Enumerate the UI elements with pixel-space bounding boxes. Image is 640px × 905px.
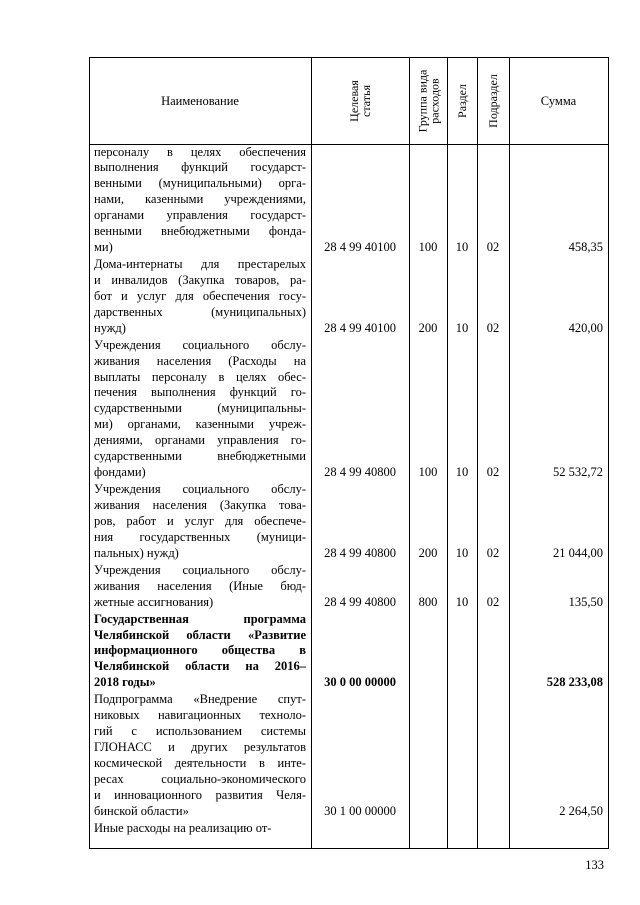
row-name-line: пальных) нужд) <box>94 545 179 560</box>
row-name-line: венными (муниципальными) орга- <box>94 176 306 191</box>
row-name-line: 2018 годы» <box>94 675 156 690</box>
row-name-line: дениями, органами управления го- <box>94 433 306 448</box>
row-name-line: органами управления государст- <box>94 208 306 223</box>
row-code: 28 4 99 40800 <box>324 464 396 479</box>
row-name-line: фондами) <box>94 464 146 479</box>
row-name <box>94 145 306 256</box>
row-name-line: печения выполнения функций го- <box>94 385 306 400</box>
row-name-line: гий с использованием системы <box>94 724 306 739</box>
row-name <box>94 338 306 481</box>
column-divider <box>311 58 312 848</box>
header-code-line: Целевая <box>346 80 361 122</box>
row-name-line: живания населения (Закупка това- <box>94 497 306 512</box>
row-name-line: живания населения (Иные бюд- <box>94 578 306 593</box>
row-subsection: 02 <box>486 594 500 609</box>
table-border-right <box>608 58 609 848</box>
row-subsection: 02 <box>486 320 500 335</box>
row-code: 28 4 99 40800 <box>324 594 396 609</box>
row-name-line: дарственных (муниципальных) <box>94 304 306 319</box>
row-subsection: 02 <box>486 464 500 479</box>
row-name-line: никовых навигационных техноло- <box>94 708 306 723</box>
row-name-line: Челябинской области на 2016– <box>94 659 306 674</box>
row-name-line: выполнения функций государст- <box>94 160 306 175</box>
row-section: 10 <box>455 239 469 254</box>
header-subsection: Подраздел <box>486 74 501 128</box>
row-name <box>94 612 306 692</box>
row-group: 100 <box>418 239 438 254</box>
row-name <box>94 563 306 611</box>
row-sum: 420,00 <box>568 320 603 335</box>
row-sum: 2 264,50 <box>559 803 603 818</box>
row-sum: 135,50 <box>568 594 603 609</box>
row-name <box>94 257 306 337</box>
row-name-line: космической деятельности в инте- <box>94 755 306 770</box>
row-name <box>94 692 306 819</box>
row-sum: 21 044,00 <box>553 545 603 560</box>
row-name-line: венными внебюджетными фонда- <box>94 224 306 239</box>
row-code: 28 4 99 40100 <box>324 320 396 335</box>
row-section: 10 <box>455 320 469 335</box>
column-divider <box>409 58 410 848</box>
row-name-line: живания населения (Расходы на <box>94 353 306 368</box>
row-name-line: и инвалидов (Закупка товаров, ра- <box>94 272 306 287</box>
row-name-line: Подпрограмма «Внедрение спут- <box>94 692 306 707</box>
row-name-line: Учреждения социального обслу- <box>94 337 306 352</box>
row-code: 30 0 00 00000 <box>324 675 396 690</box>
row-name-line: Учреждения социального обслу- <box>94 482 306 496</box>
row-code: 30 1 00 00000 <box>324 803 396 818</box>
row-name-line: и инновационного развития Челя- <box>94 787 306 802</box>
table-border-left <box>89 58 90 848</box>
row-name-line: Государственная программа <box>94 611 306 626</box>
header-group-line: расходов <box>427 78 441 124</box>
column-divider <box>477 58 478 848</box>
row-name-line: ресах социально-экономического <box>94 771 306 786</box>
row-name-line: бот и услуг для обеспечения госу- <box>94 288 306 303</box>
row-section: 10 <box>455 545 469 560</box>
header-code-line: статья <box>358 85 373 117</box>
row-name-line: ров, работ и услуг для обеспече- <box>94 513 306 528</box>
row-name-line: нами, казенными учреждениями, <box>94 192 306 207</box>
row-section: 10 <box>455 594 469 609</box>
row-name-line: персоналу в целях обеспечения <box>94 144 306 159</box>
row-code: 28 4 99 40800 <box>324 545 396 560</box>
row-name-line: ми) органами, казенными учреж- <box>94 417 306 432</box>
row-group: 200 <box>418 545 438 560</box>
row-name-line: бинской области» <box>94 803 189 818</box>
row-name-line: Учреждения социального обслу- <box>94 562 306 577</box>
row-name <box>94 821 306 837</box>
column-divider <box>509 58 510 848</box>
row-name-line: выплаты персоналу в целях обес- <box>94 369 306 384</box>
row-name-line: Дома-интернаты для престарелых <box>94 257 306 271</box>
row-group: 200 <box>418 320 438 335</box>
row-code: 28 4 99 40100 <box>324 239 396 254</box>
row-name-line: нужд) <box>94 320 126 335</box>
row-sum: 528 233,08 <box>546 675 603 690</box>
row-name-line: сударственными внебюджетными <box>94 449 306 464</box>
header-section: Раздел <box>455 84 470 118</box>
row-name-line: жетные ассигнования) <box>94 594 214 609</box>
header-sum: Сумма <box>540 94 577 108</box>
header-name: Наименование <box>161 94 239 108</box>
row-subsection: 02 <box>486 545 500 560</box>
row-sum: 458,35 <box>568 239 603 254</box>
row-name-line: сударственными (муниципальны- <box>94 401 306 416</box>
page-number: 133 <box>585 858 604 872</box>
row-group: 800 <box>418 594 438 609</box>
row-name-line: Челябинской области «Развитие <box>94 627 306 642</box>
row-name-line: ния государственных (муници- <box>94 529 306 544</box>
row-name-line: информационного общества в <box>94 643 306 658</box>
row-subsection: 02 <box>486 239 500 254</box>
header-code <box>311 58 409 144</box>
row-group: 100 <box>418 464 438 479</box>
header-group <box>409 58 447 144</box>
row-name-line: ГЛОНАСС и других результатов <box>94 740 306 755</box>
row-name-line: ми) <box>94 239 113 254</box>
row-sum: 52 532,72 <box>553 464 603 479</box>
row-section: 10 <box>455 464 469 479</box>
column-divider <box>447 58 448 848</box>
row-name <box>94 482 306 562</box>
row-name-line: Иные расходы на реализацию от- <box>94 820 272 835</box>
header-group-line: Группа вида <box>415 69 429 133</box>
